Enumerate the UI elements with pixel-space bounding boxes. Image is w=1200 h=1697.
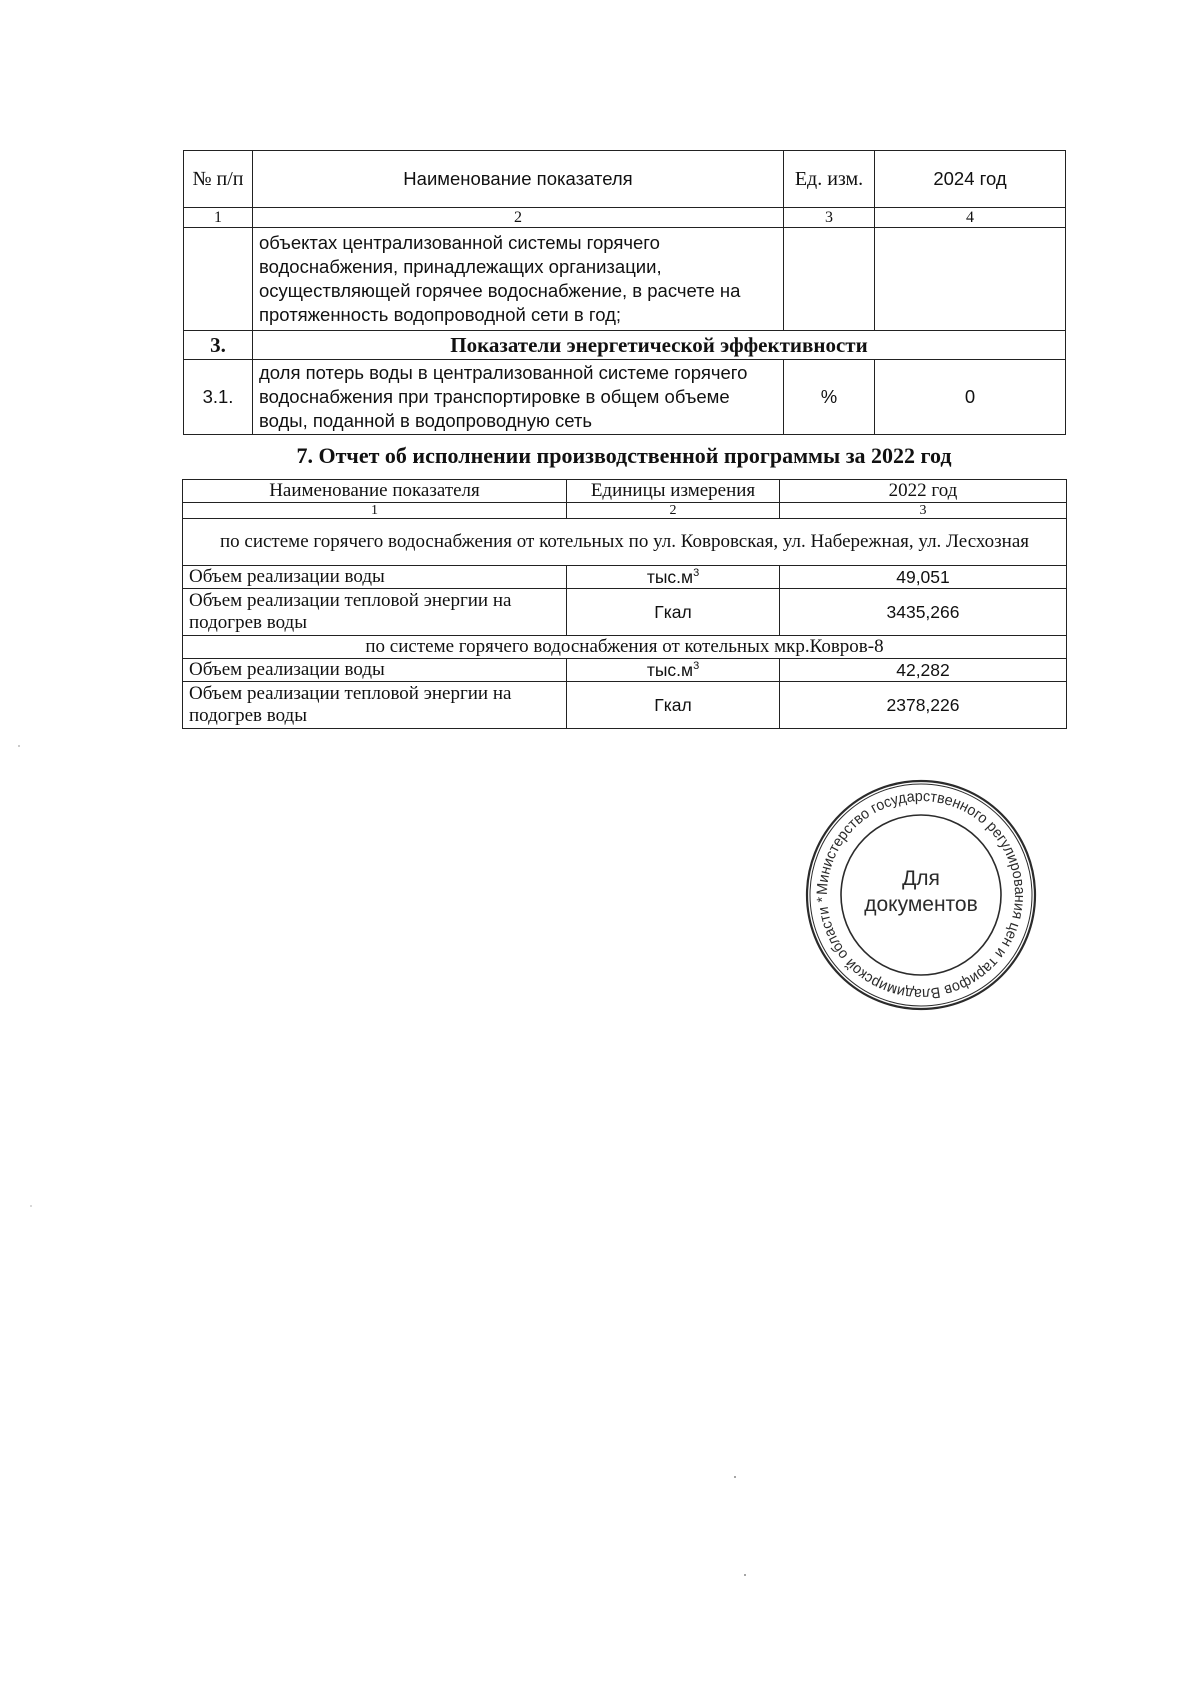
row-value: 0 [875, 360, 1066, 435]
row-name: Объем реализации тепловой энергии на подогрев воды [183, 589, 567, 636]
col-number: 3 [784, 208, 875, 228]
header-unit: Ед. изм. [784, 151, 875, 208]
row-num: 3.1. [184, 360, 253, 435]
stamp-center-line1: Для [902, 867, 940, 890]
row-unit: % [784, 360, 875, 435]
continuation-unit [784, 228, 875, 331]
row-value: 42,282 [780, 659, 1067, 682]
stamp-center-line2: документов [864, 893, 978, 916]
table-row [183, 682, 1067, 729]
official-stamp [803, 777, 1039, 1013]
continuation-text: объектах централизованной системы горячего водоснабжения, принадлежащих организации, осуществляющей горячее водоснабжение, в расчете на протяженность водопроводной сети в год; [253, 228, 784, 331]
continuation-value [875, 228, 1066, 331]
row-value: 49,051 [780, 566, 1067, 589]
row-unit: $тыс.м^3$ [567, 566, 780, 589]
continuation-row [184, 228, 1066, 331]
column-numbers-row [184, 208, 1066, 228]
section-num: 3. [184, 331, 253, 360]
stamp-ring-text: Министерство государственного регулирования цен и тарифов Владимирской области * [813, 787, 1029, 1003]
report-header-row [183, 480, 1067, 503]
col-number: 4 [875, 208, 1066, 228]
col-number: 3 [780, 503, 1067, 519]
scan-speck [18, 745, 20, 747]
scan-speck [30, 1205, 32, 1207]
section-title: Показатели энергетической эффективности [253, 331, 1066, 360]
row-value: 2378,226 [780, 682, 1067, 729]
col-number: 2 [253, 208, 784, 228]
table-row [183, 659, 1067, 682]
indicator-row-3-1 [184, 360, 1066, 435]
header-name: Наименование показателя [253, 151, 784, 208]
row-value: 3435,266 [780, 589, 1067, 636]
header-num: № п/п [184, 151, 253, 208]
group-title: по системе горячего водоснабжения от котельных мкр.Ковров-8 [183, 636, 1067, 659]
row-name: доля потерь воды в централизованной системе горячего водоснабжения при транспортировке в общем объеме воды, поданной в водопроводную сеть [253, 360, 784, 435]
header-unit: Единицы измерения [567, 480, 780, 503]
program-report-table [182, 479, 1067, 729]
row-name: Объем реализации воды [183, 659, 567, 682]
scan-speck [734, 1476, 736, 1478]
col-number: 1 [184, 208, 253, 228]
row-name: Объем реализации тепловой энергии на подогрев воды [183, 682, 567, 729]
row-unit: Гкал [567, 589, 780, 636]
table-row [183, 566, 1067, 589]
scan-speck [744, 1574, 746, 1576]
header-year: 2022 год [780, 480, 1067, 503]
col-number: 2 [567, 503, 780, 519]
row-unit: $тыс.м^3$ [567, 659, 780, 682]
group-row [183, 636, 1067, 659]
indicators-table [183, 150, 1066, 435]
group-title: по системе горячего водоснабжения от котельных по ул. Ковровская, ул. Набережная, ул. Лесхозная [183, 519, 1067, 566]
header-year: 2024 год [875, 151, 1066, 208]
indicators-header-row [184, 151, 1066, 208]
report-column-numbers-row [183, 503, 1067, 519]
group-row [183, 519, 1067, 566]
row-name: Объем реализации воды [183, 566, 567, 589]
header-name: Наименование показателя [183, 480, 567, 503]
row-unit: Гкал [567, 682, 780, 729]
table-row [183, 589, 1067, 636]
section-7-title: 7. Отчет об исполнении производственной программы за 2022 год [296, 443, 952, 468]
continuation-num [184, 228, 253, 331]
section-row [184, 331, 1066, 360]
col-number: 1 [183, 503, 567, 519]
